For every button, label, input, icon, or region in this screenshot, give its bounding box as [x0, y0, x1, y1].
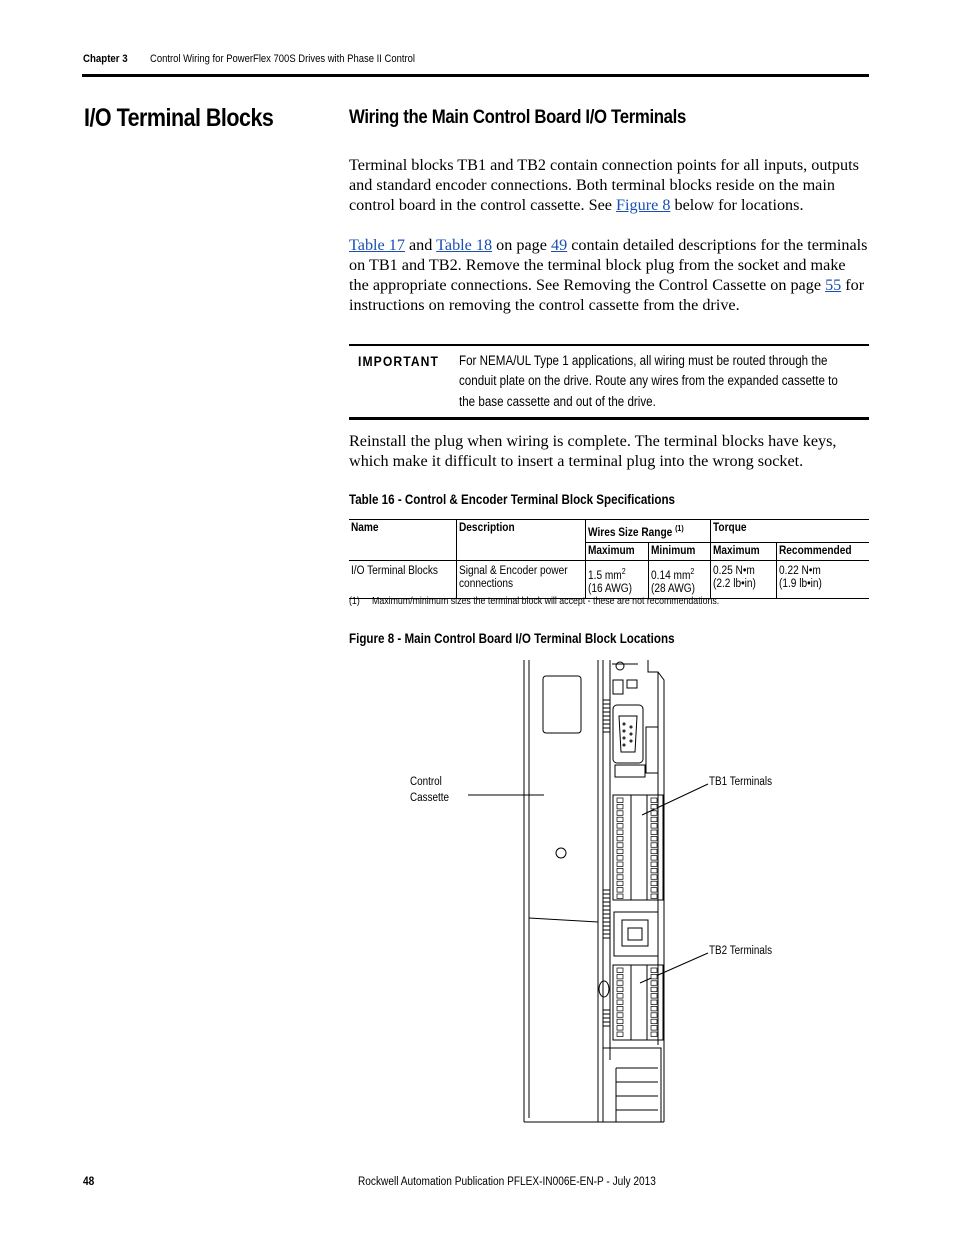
figure-8-caption: Figure 8 - Main Control Board I/O Terminal Block Locations: [349, 631, 675, 646]
table-16-caption: Table 16 - Control & Encoder Terminal Block Specifications: [349, 492, 676, 507]
table-18-link[interactable]: Table 18: [436, 236, 493, 254]
header-wires: Wires Size Range $^{(1)}$: [585, 520, 710, 543]
header-description: Description: [457, 520, 585, 561]
header-title: Control Wiring for PowerFlex 700S Drives with Phase II Control: [150, 53, 415, 65]
subsection-title: Wiring the Main Control Board I/O Terminals: [349, 106, 686, 128]
label-tb1-terminals: TB1 Terminals: [709, 776, 773, 788]
table-row: I/O Terminal Blocks Signal & Encoder power connections 1.5 $mm^2$ (16 AWG) 0.14 $mm^2$ (28 AWG) 0.25 N•m (2.2 lb•in) 0.22 N•m (1.9 lb•in): [349, 560, 869, 598]
page-49-link[interactable]: 49: [550, 236, 568, 254]
important-label: IMPORTANT: [358, 354, 440, 369]
table-17-link[interactable]: Table 17: [349, 236, 405, 254]
header-name: Name: [349, 520, 457, 561]
header-chapter: Chapter 3: [83, 53, 128, 65]
label-tb2-terminals: TB2 Terminals: [709, 945, 773, 957]
section-title: I/O Terminal Blocks: [84, 104, 274, 132]
paragraph-2: Table 17 and Table 18 on page 49 contain detailed descriptions for the terminals on TB1 and TB2. Remove the terminal block plug from the socket and make the appropriate connections. See Removing the Control Cassette on page 55 for instructions on removing the control cassette from the drive.: [349, 236, 868, 314]
publication-info: Rockwell Automation Publication PFLEX-IN006E-EN-P - July 2013: [358, 1176, 656, 1188]
important-text: For NEMA/UL Type 1 applications, all wiring must be routed through the conduit plate on the drive. Route any wires from the expanded cassette to the base cassette and out of the drive.: [459, 353, 838, 409]
table-footnote: (1) Maximum/minimum sizes the terminal block will accept - these are not recommendations.: [349, 596, 720, 607]
subheader-torque-rec: Recommended: [779, 544, 852, 557]
subheader-torque-max: Maximum: [710, 542, 777, 560]
subheader-wire-min: Minimum: [648, 542, 710, 560]
paragraph-1: Terminal blocks TB1 and TB2 contain connection points for all inputs, outputs and standard encoder connections. Both terminal blocks reside on the main control board in the control cassette. See Figure 8 below for locations.: [349, 156, 859, 214]
page-55-link[interactable]: 55: [825, 276, 842, 294]
subheader-wire-max: Maximum: [585, 542, 648, 560]
header-torque: Torque: [710, 520, 869, 543]
figure-8-link[interactable]: Figure 8: [616, 196, 671, 214]
label-control-cassette: Control Cassette: [410, 776, 450, 804]
paragraph-3: Reinstall the plug when wiring is complete. The terminal blocks have keys, which make it difficult to insert a terminal plug into the wrong socket.: [349, 432, 837, 470]
page-number: 48: [83, 1176, 95, 1188]
